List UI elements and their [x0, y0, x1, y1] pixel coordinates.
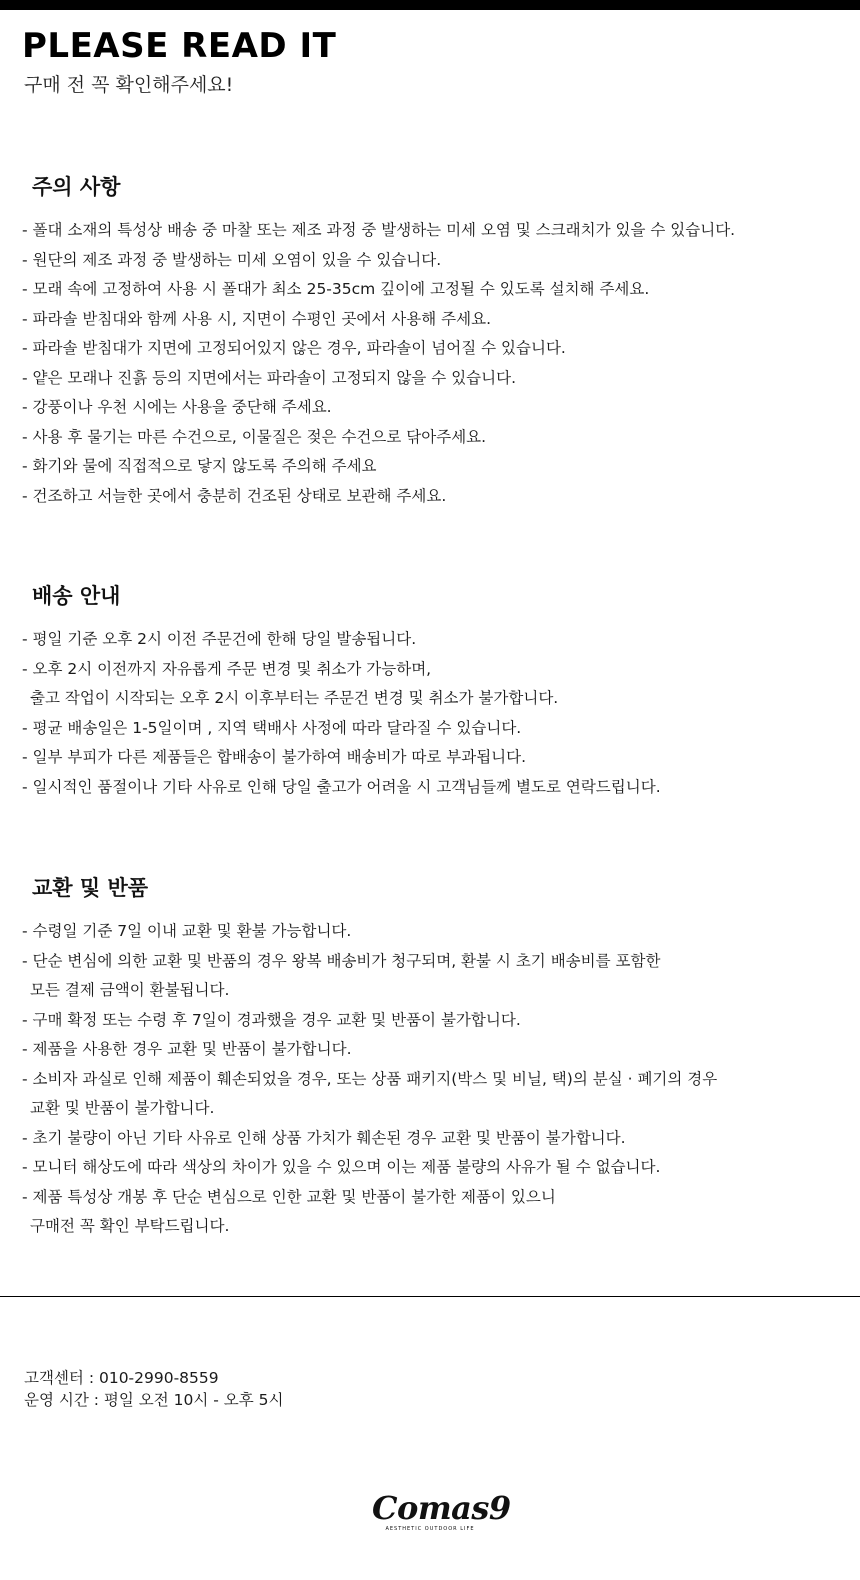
list-item: - 강풍이나 우천 시에는 사용을 중단해 주세요. — [22, 398, 332, 416]
section-heading: 배송 안내 — [32, 584, 121, 608]
list-item: - 파라솔 받침대가 지면에 고정되어있지 않은 경우, 파라솔이 넘어질 수 있습니다. — [22, 339, 566, 357]
section-heading: 교환 및 반품 — [32, 876, 149, 900]
list-item: - 원단의 제조 과정 중 발생하는 미세 오염이 있을 수 있습니다. — [22, 250, 442, 269]
shipping-list — [22, 625, 661, 802]
customer-center-phone: 고객센터 : 010-2990-8559 — [24, 1369, 219, 1387]
list-item: - 평균 배송일은 1-5일이며 , 지역 택배사 사정에 따라 달라질 수 있습니다. — [22, 718, 522, 737]
logo-wordmark: Comas9 — [372, 1489, 511, 1527]
list-item: - 화기와 물에 직접적으로 닿지 않도록 주의해 주세요 — [22, 457, 377, 475]
contact-info — [24, 1367, 284, 1411]
list-item: - 오후 2시 이전까지 자유롭게 주문 변경 및 취소가 가능하며, — [22, 659, 432, 678]
logo-tagline: AESTHETIC OUTDOOR LIFE — [385, 1526, 475, 1532]
list-item: - 평일 기준 오후 2시 이전 주문건에 한해 당일 발송됩니다. — [22, 630, 417, 648]
divider — [0, 1296, 860, 1297]
list-item-continuation: 교환 및 반품이 불가합니다. — [30, 1099, 215, 1117]
list-item-continuation: 모든 결제 금액이 환불됩니다. — [30, 981, 230, 999]
list-item-continuation: 구매전 꼭 확인 부탁드립니다. — [30, 1217, 230, 1235]
list-item: - 소비자 과실로 인해 제품이 훼손되었을 경우, 또는 상품 패키지(박스 및 비닐, 택)의 분실 · 폐기의 경우 — [22, 1069, 718, 1088]
list-item: - 건조하고 서늘한 곳에서 충분히 건조된 상태로 보관해 주세요. — [22, 486, 447, 505]
list-item: - 얕은 모래나 진흙 등의 지면에서는 파라솔이 고정되지 않을 수 있습니다. — [22, 368, 517, 387]
list-item: - 사용 후 물기는 마른 수건으로, 이물질은 젖은 수건으로 닦아주세요. — [22, 427, 487, 446]
list-item: - 초기 불량이 아닌 기타 사유로 인해 상품 가치가 훼손된 경우 교환 및 반품이 불가합니다. — [22, 1128, 626, 1147]
cautions-list — [22, 216, 735, 511]
returns-list — [22, 917, 717, 1242]
list-item: - 구매 확정 또는 수령 후 7일이 경과했을 경우 교환 및 반품이 불가합니다. — [22, 1010, 521, 1029]
list-item: - 단순 변심에 의한 교환 및 반품의 경우 왕복 배송비가 청구되며, 환불 시 초기 배송비를 포함한 — [22, 951, 661, 970]
operating-hours: 운영 시간 : 평일 오전 10시 - 오후 5시 — [24, 1391, 284, 1409]
list-item: - 수령일 기준 7일 이내 교환 및 환불 가능합니다. — [22, 922, 352, 940]
brand-logo — [372, 1489, 511, 1533]
list-item: - 일시적인 품절이나 기타 사유로 인해 당일 출고가 어려울 시 고객님들께 별도로 연락드립니다. — [22, 777, 661, 796]
section-heading: 주의 사항 — [32, 175, 121, 199]
list-item: - 모니터 해상도에 따라 색상의 차이가 있을 수 있으며 이는 제품 불량의 사유가 될 수 없습니다. — [22, 1158, 661, 1176]
list-item: - 모래 속에 고정하여 사용 시 폴대가 최소 25-35cm 깊이에 고정될 수 있도록 설치해 주세요. — [22, 280, 650, 298]
page-subtitle: 구매 전 꼭 확인해주세요! — [24, 74, 234, 96]
list-item: - 폴대 소재의 특성상 배송 중 마찰 또는 제조 과정 중 발생하는 미세 오염 및 스크래치가 있을 수 있습니다. — [22, 221, 736, 239]
list-item-continuation: 출고 작업이 시작되는 오후 2시 이후부터는 주문건 변경 및 취소가 불가합니다. — [30, 689, 559, 707]
list-item: - 제품 특성상 개봉 후 단순 변심으로 인한 교환 및 반품이 불가한 제품이 있으니 — [22, 1187, 556, 1206]
list-item: - 일부 부피가 다른 제품들은 합배송이 불가하여 배송비가 따로 부과됩니다. — [22, 748, 527, 766]
page-title: PLEASE READ IT — [22, 26, 337, 66]
list-item: - 파라솔 받침대와 함께 사용 시, 지면이 수평인 곳에서 사용해 주세요. — [22, 309, 491, 328]
top-bar — [0, 0, 860, 10]
list-item: - 제품을 사용한 경우 교환 및 반품이 불가합니다. — [22, 1040, 352, 1058]
